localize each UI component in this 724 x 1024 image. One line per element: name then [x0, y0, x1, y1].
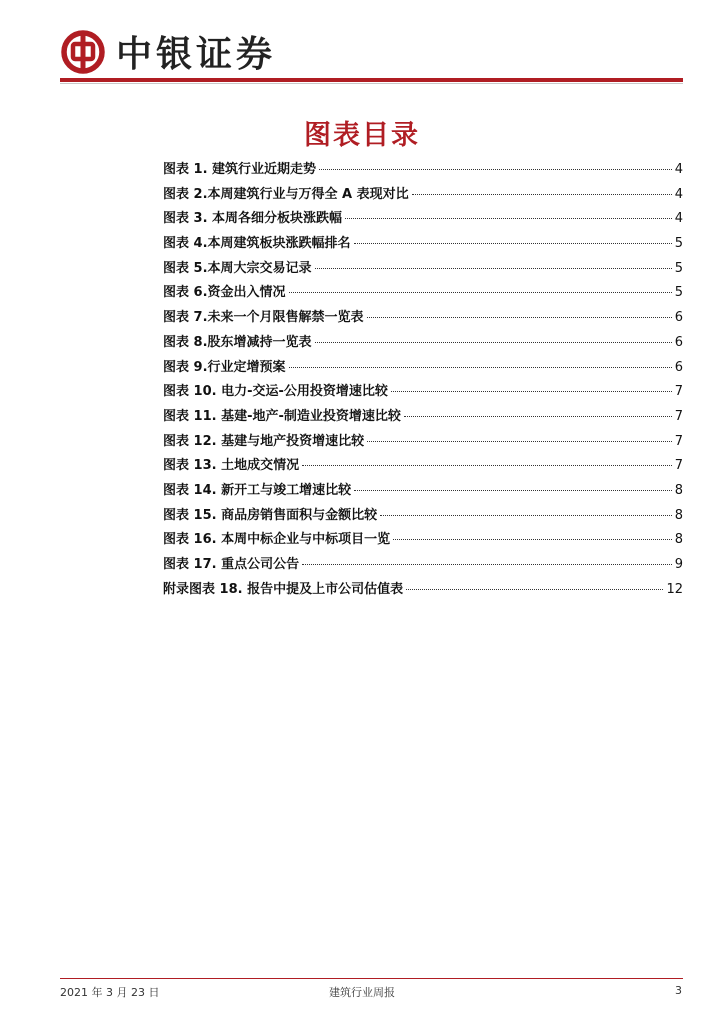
toc-entry[interactable] [163, 504, 683, 529]
toc-entry-page: 4 [674, 211, 683, 227]
toc-entry[interactable] [163, 380, 683, 405]
toc-entry-label: 图表 11. 基建-地产-制造业投资增速比较 [163, 408, 401, 424]
header-divider-thin [60, 83, 683, 84]
toc-entry-label: 附录图表 18. 报告中提及上市公司估值表 [163, 581, 404, 597]
toc-entry-label: 图表 1. 建筑行业近期走势 [163, 162, 317, 177]
dot-leader [354, 243, 672, 244]
toc-entry[interactable] [163, 356, 683, 381]
toc-entry[interactable] [163, 158, 683, 183]
toc-entry-label: 图表 10. 电力-交运-公用投资增速比较 [163, 384, 388, 400]
toc-entry[interactable] [163, 281, 683, 306]
footer-page-number: 3 [675, 984, 682, 997]
toc-list [163, 158, 683, 602]
footer-divider [60, 978, 683, 979]
toc-entry[interactable] [163, 553, 683, 578]
dot-leader [354, 490, 672, 491]
toc-entry-page: 6 [674, 334, 683, 350]
toc-entry-page: 9 [674, 557, 683, 572]
dot-leader [319, 169, 672, 170]
toc-entry[interactable] [163, 257, 683, 282]
toc-entry-label: 图表 12. 基建与地产投资增速比较 [163, 433, 365, 449]
dot-leader [315, 268, 672, 269]
toc-entry-page: 7 [674, 433, 683, 449]
toc-entry-page: 5 [674, 236, 683, 252]
toc-entry[interactable] [163, 528, 683, 553]
toc-entry-label: 图表 13. 土地成交情况 [163, 458, 300, 474]
dot-leader [391, 391, 672, 392]
toc-entry-page: 6 [674, 310, 683, 326]
toc-entry-label: 图表 9.行业定增预案 [163, 359, 286, 375]
toc-entry-page: 6 [674, 359, 683, 375]
toc-title: 图表目录 [304, 120, 420, 151]
toc-entry[interactable] [163, 207, 683, 232]
toc-entry-page: 8 [674, 532, 683, 548]
dot-leader [393, 539, 672, 540]
dot-leader [412, 194, 672, 195]
dot-leader [315, 342, 672, 343]
toc-entry-page: 4 [674, 162, 683, 177]
toc-entry-label: 图表 15. 商品房销售面积与金额比较 [163, 507, 378, 523]
toc-entry[interactable] [163, 454, 683, 479]
toc-entry[interactable] [163, 331, 683, 356]
toc-entry-label: 图表 8.股东增减持一览表 [163, 334, 312, 350]
toc-entry-label: 图表 2.本周建筑行业与万得全 A 表现对比 [163, 186, 409, 202]
brand-name: 中银证券 [116, 33, 277, 75]
toc-entry[interactable] [163, 306, 683, 331]
toc-entry-page: 7 [674, 384, 683, 400]
toc-entry-label: 图表 16. 本周中标企业与中标项目一览 [163, 532, 391, 548]
toc-entry-page: 7 [674, 458, 683, 474]
toc-entry[interactable] [163, 578, 683, 603]
toc-entry-label: 图表 5.本周大宗交易记录 [163, 260, 312, 276]
dot-leader [345, 218, 672, 219]
toc-entry-label: 图表 3. 本周各细分板块涨跌幅 [163, 211, 343, 227]
toc-entry-label: 图表 17. 重点公司公告 [163, 557, 300, 572]
toc-entry[interactable] [163, 232, 683, 257]
toc-entry-page: 4 [674, 186, 683, 202]
toc-entry-label: 图表 6.资金出入情况 [163, 285, 286, 301]
dot-leader [367, 441, 672, 442]
toc-entry-label: 图表 7.未来一个月限售解禁一览表 [163, 310, 364, 326]
bank-of-china-logo-icon [60, 29, 106, 75]
toc-entry-page: 7 [674, 408, 683, 424]
toc-entry-label: 图表 4.本周建筑板块涨跌幅排名 [163, 236, 351, 252]
header-divider [60, 78, 683, 82]
dot-leader [406, 589, 663, 590]
footer-report-name: 建筑行业周报 [329, 986, 395, 999]
toc-entry[interactable] [163, 183, 683, 208]
page-header [0, 0, 724, 90]
toc-entry[interactable] [163, 430, 683, 455]
dot-leader [289, 367, 672, 368]
footer-date: 2021 年 3 月 23 日 [60, 986, 160, 999]
dot-leader [289, 292, 672, 293]
dot-leader [404, 416, 672, 417]
toc-entry[interactable] [163, 479, 683, 504]
dot-leader [367, 317, 672, 318]
toc-entry[interactable] [163, 405, 683, 430]
toc-entry-page: 5 [674, 285, 683, 301]
toc-entry-label: 图表 14. 新开工与竣工增速比较 [163, 482, 352, 498]
toc-entry-page: 8 [674, 507, 683, 523]
dot-leader [302, 465, 672, 466]
dot-leader [380, 515, 672, 516]
toc-entry-page: 5 [674, 260, 683, 276]
toc-entry-page: 8 [674, 482, 683, 498]
dot-leader [302, 564, 672, 565]
toc-entry-page: 12 [666, 581, 683, 597]
